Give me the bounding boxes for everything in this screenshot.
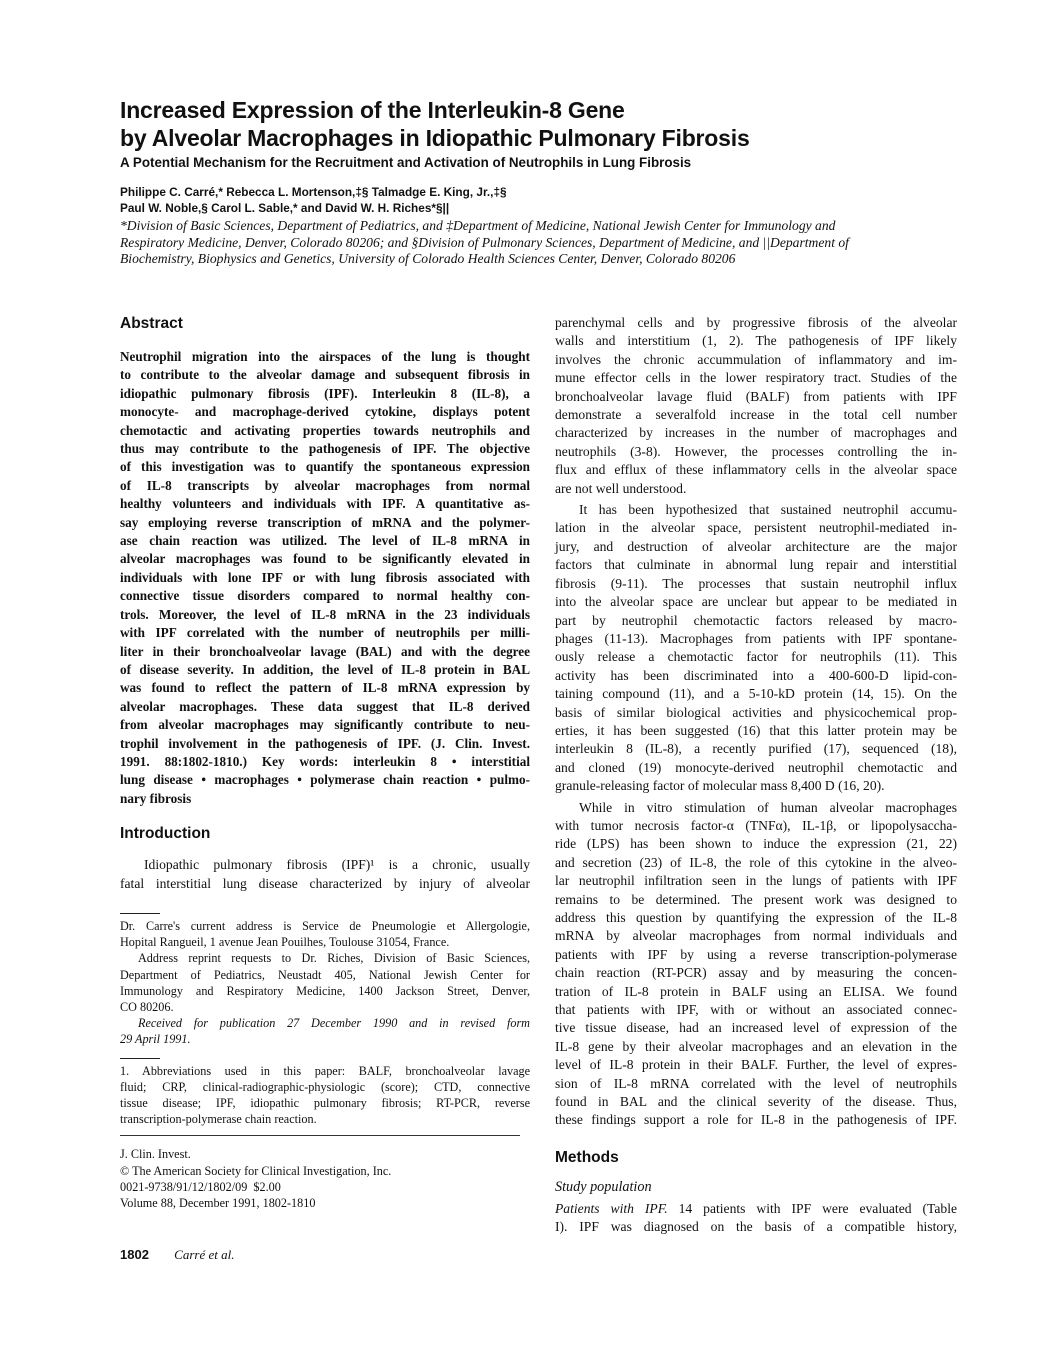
- body-line: level of IL-8 protein in their BALF. Further, the level of expres-: [555, 1057, 957, 1073]
- body-line: flux and efflux of these inflammatory cells in the alveolar space: [555, 462, 957, 478]
- intro-line: Idiopathic pulmonary fibrosis (IPF)¹ is a chronic, usually: [144, 857, 530, 873]
- body-line: interleukin 8 (IL-8), a recently purified (17), sequenced (18),: [555, 741, 957, 757]
- footnote-rule: [120, 1058, 160, 1059]
- footnote-line: Hopital Rangueil, 1 avenue Jean Pouilhes, Toulouse 31054, France.: [120, 935, 450, 950]
- abstract-line: lung disease • macrophages • polymerase chain reaction • pulmo-: [120, 772, 530, 788]
- body-line: patients with IPF by using a reverse transcription-polymerase: [555, 946, 957, 962]
- body-line: tration of IL-8 protein in BALF using an ELISA. We found: [555, 983, 957, 999]
- footnote-line: Immunology and Respiratory Medicine, 1400 Jackson Street, Denver,: [120, 983, 530, 998]
- intro-paragraph-3: [555, 799, 957, 1130]
- body-line: It has been hypothesized that sustained neutrophil accumu-: [579, 502, 957, 518]
- body-line: parenchymal cells and by progressive fibrosis of the alveolar: [555, 315, 957, 330]
- abstract-line: monocyte- and macrophage-derived cytokine, displays potent: [120, 404, 530, 420]
- introduction-heading: Introduction: [120, 825, 211, 843]
- footnote-line: tissue disease; IPF, idiopathic pulmonary fibrosis; RT-PCR, reverse: [120, 1096, 530, 1110]
- reprint-footnote: [120, 950, 530, 1015]
- study-population-heading: Study population: [555, 1178, 652, 1195]
- journal-info-line: © The American Society for Clinical Investigation, Inc.: [120, 1163, 392, 1178]
- body-line: chain reaction (RT-PCR) assay and by measuring the concen-: [555, 965, 957, 981]
- body-line: lation in the alveolar space, persistent neutrophil-mediated in-: [555, 520, 957, 536]
- abstract-line: nary fibrosis: [120, 790, 192, 806]
- body-line: activity has been discriminated into a 400-600-D lipid-con-: [555, 667, 957, 683]
- abstract-line: thus may contribute to the pathogenesis of IPF. The objective: [120, 441, 530, 457]
- title-line: by Alveolar Macrophages in Idiopathic Pulmonary Fibrosis: [120, 125, 750, 151]
- introduction-text: [120, 856, 530, 893]
- body-line: granule-releasing factor of molecular mass 8,400 D (16, 20).: [555, 778, 885, 794]
- page-footer: [120, 1247, 234, 1263]
- body-line: neutrophils (3-8). However, the processes controlling the in-: [555, 443, 957, 459]
- body-line: taining compound (11), and a 5-10-kD protein (14, 15). On the: [555, 686, 957, 702]
- body-line: phages (11-13). Macrophages from patients with IPF spontane-: [555, 630, 957, 646]
- body-line: are not well understood.: [555, 480, 687, 496]
- abstract-line: ase chain reaction was utilized. The level of IL-8 mRNA in: [120, 533, 530, 549]
- abstract-line: healthy volunteers and individuals with IPF. A quantitative as-: [120, 496, 530, 512]
- body-line: jury, and destruction of alveolar architecture are the major: [555, 538, 957, 554]
- body-line: basis of similar biological activities and physicochemical prop-: [555, 704, 957, 720]
- body-line: and cloned (19) monocyte-derived neutrophil chemotactic and: [555, 759, 957, 775]
- abstract-line: liter in their bronchoalveolar lavage (BAL) and with the degree: [120, 643, 530, 659]
- journal-info-line: J. Clin. Invest.: [120, 1147, 191, 1162]
- footnote-rule: [120, 913, 160, 914]
- article-subtitle: A Potential Mechanism for the Recruitment and Activation of Neutrophils in Lung Fibrosis: [120, 155, 692, 170]
- body-line: bronchoalveolar lavage fluid (BALF) from patients with IPF: [555, 388, 957, 404]
- body-line: sion of IL-8 mRNA correlated with the level of neutrophils: [555, 1075, 957, 1091]
- body-line: erties, it has been suggested (16) that this latter protein may be: [555, 722, 957, 738]
- body-line: characterized by increases in the number of macrophages and: [555, 425, 957, 441]
- body-line: walls and interstitium (1, 2). The pathogenesis of IPF likely: [555, 333, 957, 349]
- page-number: 1802: [120, 1247, 149, 1262]
- journal-rule: [120, 1135, 520, 1136]
- running-authors: Carré et al.: [174, 1247, 235, 1262]
- abstract-line: chemotactic and activating properties towards neutrophils and: [120, 422, 530, 438]
- abstract-line: connective tissue disorders compared to normal healthy con-: [120, 588, 530, 604]
- abstract-line: 1991. 88:1802-1810.) Key words: interleukin 8 • interstitial: [120, 753, 530, 769]
- body-line: factors that culminate in abnormal lung repair and interstitial: [555, 557, 957, 573]
- patients-label: Patients with IPF.: [555, 1200, 668, 1216]
- body-line: IL-8 gene by their alveolar macrophages and an elevation in the: [555, 1038, 957, 1054]
- abstract-line: alveolar macrophages was found to be significantly elevated in: [120, 551, 530, 567]
- footnotes: [120, 913, 530, 1211]
- abstract-line: Neutrophil migration into the airspaces of the lung is thought: [120, 349, 530, 364]
- footnote-line: 29 April 1991.: [120, 1032, 191, 1047]
- abstract-line: idiopathic pulmonary fibrosis (IPF). Interleukin 8 (IL-8), a: [120, 385, 530, 401]
- left-column: [120, 314, 530, 1211]
- abstract-line: trols. Moreover, the level of IL-8 mRNA in the 23 individuals: [120, 606, 530, 622]
- body-line: these findings support a role for IL-8 in the pathogenesis of IPF.: [555, 1112, 957, 1128]
- affiliation-line: Biochemistry, Biophysics and Genetics, University of Colorado Health Sciences Center, Denver, Colorado 80206: [120, 251, 736, 266]
- methods-heading: Methods: [555, 1148, 619, 1166]
- body-line: involves the chronic accummulation of inflammatory and im-: [555, 351, 957, 367]
- body-line: that patients with IPF, with or without an associated connec-: [555, 1002, 957, 1018]
- body-line: tive tissue disease, had an increased level of expression of the: [555, 1020, 957, 1036]
- address-footnote: [120, 918, 530, 950]
- journal-info: [120, 1146, 530, 1211]
- body-line: ously release a chemotactic factor for neutrophils (11). This: [555, 649, 957, 665]
- body-line: found in BAL and the clinical severity of the disease. Thus,: [555, 1094, 957, 1110]
- title-line: Increased Expression of the Interleukin-8 Gene: [120, 97, 625, 123]
- abstract-text: [120, 348, 530, 808]
- intro-paragraph-1: [555, 314, 957, 498]
- author-line: Philippe C. Carré,* Rebecca L. Mortenson,‡§ Talmadge E. King, Jr.,‡§: [120, 185, 507, 199]
- body-line: [555, 1200, 957, 1218]
- body-line: lar neutrophil infiltration seen in the lungs of patients with IPF: [555, 873, 957, 889]
- footnote-line: transcription-polymerase chain reaction.: [120, 1112, 317, 1127]
- footnote-line: 1. Abbreviations used in this paper: BALF, bronchoalveolar lavage: [120, 1063, 530, 1078]
- intro-paragraph-2: [555, 501, 957, 796]
- patients-paragraph: [555, 1200, 957, 1237]
- body-line: mRNA by alveolar macrophages from normal individuals and: [555, 928, 957, 944]
- footnote-line: Address reprint requests to Dr. Riches, Division of Basic Sciences,: [138, 951, 530, 966]
- abstract-line: of disease severity. In addition, the level of IL-8 protein in BAL: [120, 661, 530, 677]
- patients-text: 14 patients with IPF were evaluated (Table: [667, 1200, 957, 1216]
- body-line: and secretion (23) of IL-8, the role of this cytokine in the alveo-: [555, 854, 957, 870]
- body-line: into the alveolar space are unclear but appear to be mediated in: [555, 594, 957, 610]
- body-line: fibrosis (9-11). The processes that sustain neutrophil influx: [555, 575, 957, 591]
- abstract-line: of this investigation was to quantify the spontaneous expression: [120, 459, 530, 475]
- body-line: address this question by quantifying the expression of the IL-8: [555, 910, 957, 925]
- abstract-line: alveolar macrophages. These data suggest that IL-8 derived: [120, 698, 530, 714]
- body-line: I). IPF was diagnosed on the basis of a compatible history,: [555, 1219, 957, 1235]
- body-line: mune effector cells in the lower respiratory tract. Studies of the: [555, 370, 957, 386]
- footnote-line: CO 80206.: [120, 999, 174, 1014]
- affiliations: [120, 218, 950, 268]
- received-footnote: [120, 1015, 530, 1047]
- body-line: ride (LPS) has been shown to induce the expression (21, 22): [555, 836, 957, 852]
- footnote-line: Dr. Carre's current address is Service de Pneumologie et Allergologie,: [120, 918, 530, 933]
- journal-info-line: 0021-9738/91/12/1802/09 $2.00: [120, 1179, 281, 1194]
- author-list: [120, 184, 1000, 216]
- abstract-line: from alveolar macrophages may significantly contribute to neu-: [120, 717, 530, 733]
- affiliation-line: Respiratory Medicine, Denver, Colorado 80206; and §Division of Pulmonary Sciences, Department of Medicine, and ||Department of: [120, 234, 849, 250]
- abstract-line: individuals with lone IPF or with lung fibrosis associated with: [120, 569, 530, 585]
- intro-line: fatal interstitial lung disease characterized by injury of alveolar: [120, 875, 530, 891]
- abstract-heading: Abstract: [120, 315, 183, 332]
- affiliation-line: *Division of Basic Sciences, Department of Pediatrics, and ‡Department of Medicine, National Jewish Center for Immunology and: [120, 218, 836, 233]
- article-title: [120, 96, 1000, 152]
- journal-info-line: Volume 88, December 1991, 1802-1810: [120, 1196, 316, 1211]
- abstract-line: say employing reverse transcription of mRNA and the polymer-: [120, 514, 530, 530]
- body-line: with tumor necrosis factor-α (TNFα), IL-1β, or lipopolysaccha-: [555, 817, 957, 833]
- body-line: While in vitro stimulation of human alveolar macrophages: [579, 799, 957, 815]
- abstract-line: to contribute to the alveolar damage and subsequent fibrosis in: [120, 367, 530, 383]
- abstract-line: was found to reflect the pattern of IL-8 mRNA expression by: [120, 680, 530, 696]
- footnote-line: Received for publication 27 December 1990 and in revised form: [138, 1016, 530, 1031]
- abstract-line: of IL-8 transcripts by alveolar macrophages from normal: [120, 477, 530, 493]
- author-line: Paul W. Noble,§ Carol L. Sable,* and David W. H. Riches*§||: [120, 201, 450, 215]
- footnote-line: fluid; CRP, clinical-radiographic-physiologic (score); CTD, connective: [120, 1079, 530, 1094]
- footnote-line: Department of Pediatrics, Neustadt 405, National Jewish Center for: [120, 967, 530, 982]
- abbreviations-footnote: [120, 1063, 530, 1128]
- right-column: [555, 314, 957, 1237]
- abstract-line: with IPF correlated with the number of neutrophils per milli-: [120, 625, 530, 641]
- abstract-line: trophil involvement in the pathogenesis of IPF. (J. Clin. Invest.: [120, 735, 530, 751]
- body-line: part by neutrophil chemotactic factors released by macro-: [555, 612, 957, 628]
- body-line: demonstrate a severalfold increase in the total cell number: [555, 407, 957, 423]
- body-line: remains to be determined. The present work was designed to: [555, 891, 957, 907]
